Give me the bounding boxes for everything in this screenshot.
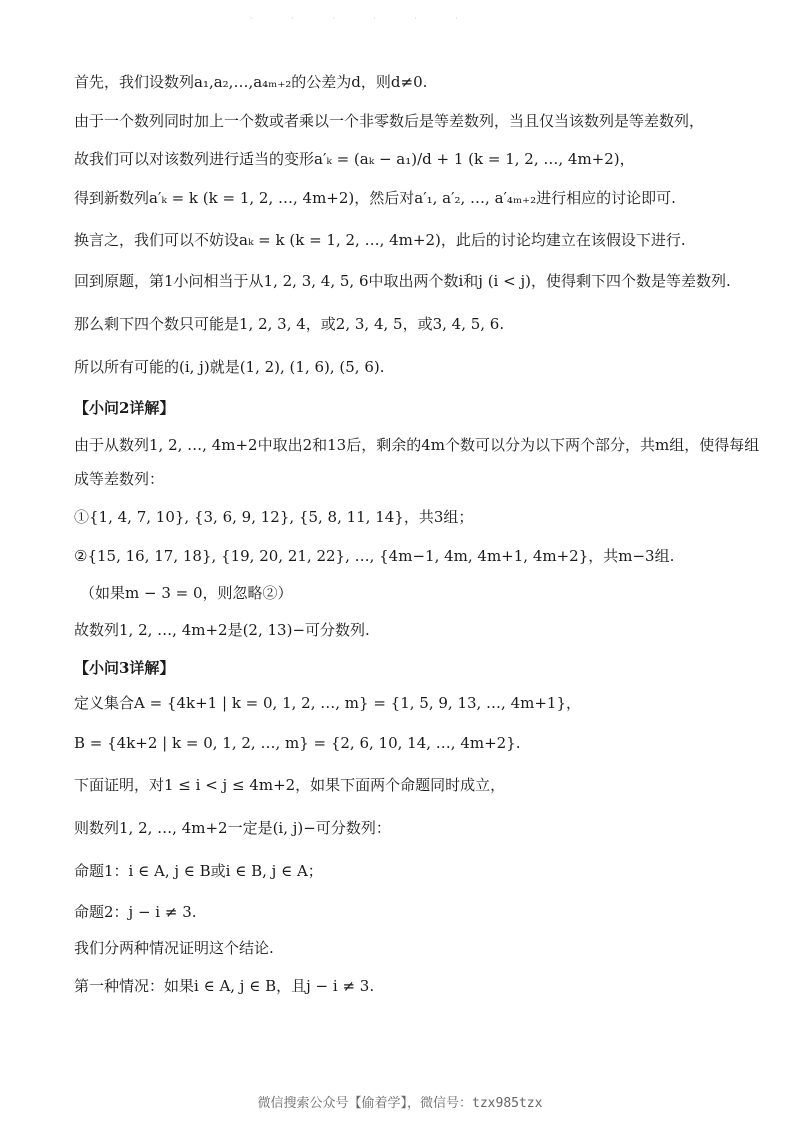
text-line: 故我们可以对该数列进行适当的变形a′ₖ = (aₖ − a₁)/d + 1 (k = 1, 2, …, 4m+2)， <box>74 150 635 168</box>
text-line: 由于一个数列同时加上一个数或者乘以一个非零数后是等差数列，当且仅当该数列是等差数列， <box>74 112 705 130</box>
text-line: 我们分两种情况证明这个结论. <box>74 939 274 957</box>
text-line: 命题2：j − i ≠ 3. <box>74 903 197 921</box>
text-line: 成等差数列： <box>74 470 165 488</box>
section-heading: 【小问3详解】 <box>74 659 175 677</box>
text-line: 所以所有可能的(i, j)就是(1, 2), (1, 6), (5, 6). <box>74 358 385 376</box>
section-heading: 【小问2详解】 <box>74 399 175 417</box>
text-line: 故数列1, 2, …, 4m+2是(2, 13)−可分数列. <box>74 621 370 639</box>
text-line: 首先，我们设数列a₁,a₂,…,a₄ₘ₊₂的公差为d，则d≠0. <box>74 73 428 91</box>
text-line: 定义集合A = {4k+1 | k = 0, 1, 2, …, m} = {1, 5, 9, 13, …, 4m+1}， <box>74 694 582 712</box>
text-line: 由于从数列1, 2, …, 4m+2中取出2和13后，剩余的4m个数可以分为以下两个部分，共m组，使得每组 <box>74 436 760 454</box>
text-line: 得到新数列a′ₖ = k (k = 1, 2, …, 4m+2)，然后对a′₁, a′₂, …, a′₄ₘ₊₂进行相应的讨论即可. <box>74 189 676 207</box>
text-line: ①{1, 4, 7, 10}, {3, 6, 9, 12}, {5, 8, 11, 14}，共3组； <box>74 508 474 526</box>
text-line: （如果m − 3 = 0，则忽略②） <box>80 584 293 602</box>
text-line: 换言之，我们可以不妨设aₖ = k (k = 1, 2, …, 4m+2)，此后的讨论均建立在该假设下进行. <box>74 231 686 249</box>
text-line: 回到原题，第1小问相当于从1, 2, 3, 4, 5, 6中取出两个数i和j (i < j)，使得剩下四个数是等差数列. <box>74 272 731 290</box>
text-line: 那么剩下四个数只可能是1, 2, 3, 4，或2, 3, 4, 5，或3, 4, 5, 6. <box>74 315 505 333</box>
page-header: · · · · · · <box>250 14 476 23</box>
text-line: 下面证明，对1 ≤ i < j ≤ 4m+2，如果下面两个命题同时成立， <box>74 776 506 794</box>
text-line: B = {4k+2 | k = 0, 1, 2, …, m} = {2, 6, 10, 14, …, 4m+2}. <box>74 734 521 752</box>
text-line: 则数列1, 2, …, 4m+2一定是(i, j)−可分数列： <box>74 819 391 837</box>
text-line: 第一种情况：如果i ∈ A, j ∈ B，且j − i ≠ 3. <box>74 977 375 995</box>
text-line: ②{15, 16, 17, 18}, {19, 20, 21, 22}, …, {4m−1, 4m, 4m+1, 4m+2}，共m−3组. <box>74 547 675 565</box>
page-footer: 微信搜索公众号【偷着学】，微信号：tzx985tzx <box>257 1096 543 1111</box>
text-line: 命题1：i ∈ A, j ∈ B或i ∈ B, j ∈ A； <box>74 862 323 880</box>
